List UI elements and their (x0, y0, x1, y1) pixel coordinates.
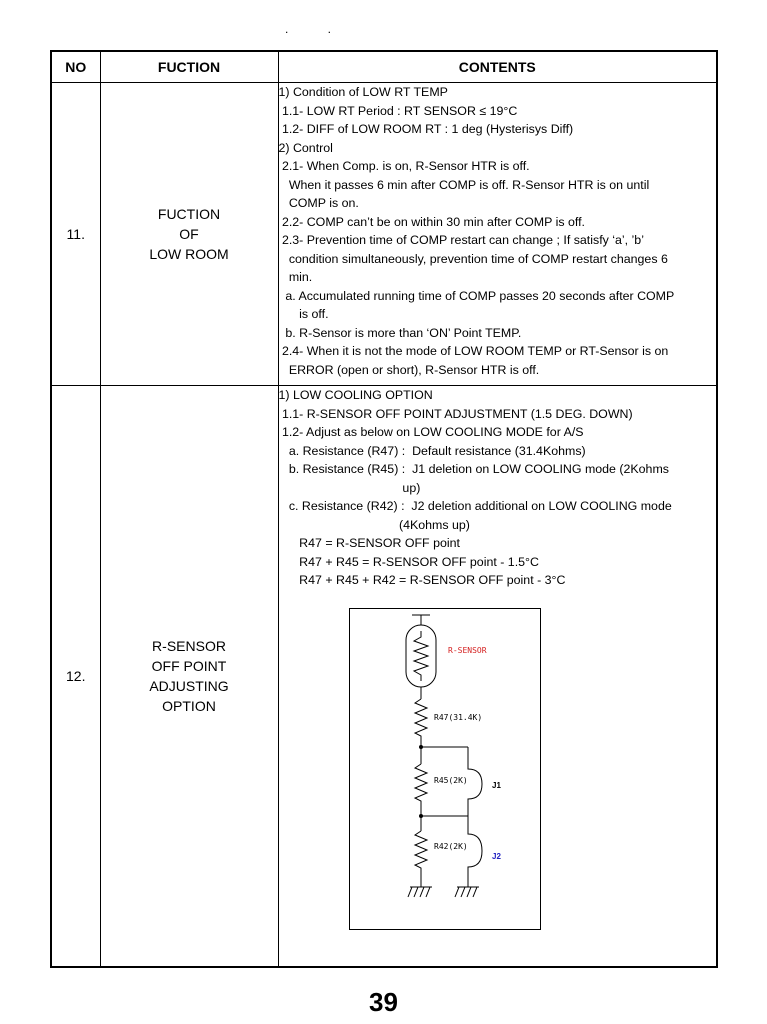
content-line: 1) LOW COOLING OPTION (278, 388, 433, 402)
content-line: When it passes 6 min after COMP is off. R-Sensor HTR is on until (278, 177, 650, 192)
content-line: R47 + R45 = R-SENSOR OFF point - 1.5°C (278, 554, 539, 569)
header-no: NO (51, 51, 100, 83)
content-line: R47 = R-SENSOR OFF point (278, 536, 460, 550)
content-line: a. Accumulated running time of COMP passes 20 seconds after COMP (278, 288, 675, 303)
content-line: 1.2- DIFF of LOW ROOM RT : 1 deg (Hysterisys Diff) (278, 122, 574, 136)
content-line: 2.4- When it is not the mode of LOW ROOM TEMP or RT-Sensor is on (278, 344, 669, 358)
r-sensor-label: R-SENSOR (447, 645, 487, 655)
content-line: 2.1- When Comp. is on, R-Sensor HTR is off. (278, 159, 530, 173)
r47-label: R47(31.4K) (433, 712, 482, 722)
content-line: condition simultaneously, prevention time of COMP restart changes 6 (278, 251, 668, 266)
content-line: min. (278, 270, 313, 284)
table-header-row (51, 51, 717, 83)
content-line: 2.3- Prevention time of COMP restart can change ; If satisfy ‘a’, ’b’ (278, 233, 644, 247)
junction-dot (419, 745, 423, 749)
r42-resistor-icon (415, 831, 427, 887)
content-line: 1.1- LOW RT Period : RT SENSOR ≤ 19°C (278, 103, 518, 118)
function-line: LOW ROOM (149, 246, 229, 262)
r45-resistor-icon (415, 764, 427, 816)
header-contents: CONTENTS (278, 51, 717, 83)
content-line: b. R-Sensor is more than ‘ON’ Point TEMP. (278, 325, 522, 340)
page-number: 39 (369, 987, 398, 1017)
row-function (100, 386, 278, 968)
function-line: OF (179, 226, 199, 242)
table-row (51, 83, 717, 386)
content-line: b. Resistance (R45) : J1 deletion on LOW COOLING mode (2Kohms (278, 462, 669, 476)
circuit-diagram (349, 608, 541, 930)
row-contents (278, 83, 717, 386)
content-line: 1.2- Adjust as below on LOW COOLING MODE for A/S (278, 425, 584, 439)
content-line: 2) Control (278, 140, 333, 155)
function-line: R-SENSOR (152, 638, 226, 654)
function-line: OFF POINT (151, 658, 227, 674)
r-sensor-resistor-icon (414, 631, 428, 681)
content-line: is off. (278, 307, 329, 321)
function-table (50, 50, 718, 968)
row-function (100, 83, 278, 386)
circuit-schematic (350, 609, 540, 929)
junction-dot (419, 814, 423, 818)
function-line: FUCTION (157, 206, 221, 222)
function-line: ADJUSTING (149, 678, 229, 694)
r45-label: R45(2K) (433, 775, 468, 785)
r42-label: R42(2K) (433, 841, 468, 851)
content-line: COMP is on. (278, 196, 359, 210)
r47-resistor-icon (415, 699, 427, 747)
header-function: FUCTION (100, 51, 278, 83)
content-line: 2.2- COMP can’t be on within 30 min after COMP is off. (278, 214, 585, 229)
content-line: (4Kohms up) (278, 517, 470, 532)
j2-label: J2 (491, 851, 501, 861)
row-number: 11. (51, 83, 100, 386)
j2-jumper-icon (468, 816, 482, 887)
content-line: 1) Condition of LOW RT TEMP (278, 85, 448, 99)
content-line: ERROR (open or short), R-Sensor HTR is off. (278, 362, 540, 377)
row-contents (278, 386, 717, 968)
content-line: a. Resistance (R47) : Default resistance (31.4Kohms) (278, 443, 586, 458)
j1-jumper-icon (468, 747, 482, 816)
function-line: OPTION (162, 698, 216, 714)
table-row (51, 386, 717, 968)
j1-label: J1 (491, 780, 501, 790)
header-dots: . . (285, 22, 350, 36)
content-line: R47 + R45 + R42 = R-SENSOR OFF point - 3°C (278, 573, 566, 587)
content-line: up) (278, 480, 421, 495)
row-number: 12. (51, 386, 100, 968)
content-line: 1.1- R-SENSOR OFF POINT ADJUSTMENT (1.5 DEG. DOWN) (278, 406, 633, 421)
content-line: c. Resistance (R42) : J2 deletion additional on LOW COOLING mode (278, 499, 672, 513)
